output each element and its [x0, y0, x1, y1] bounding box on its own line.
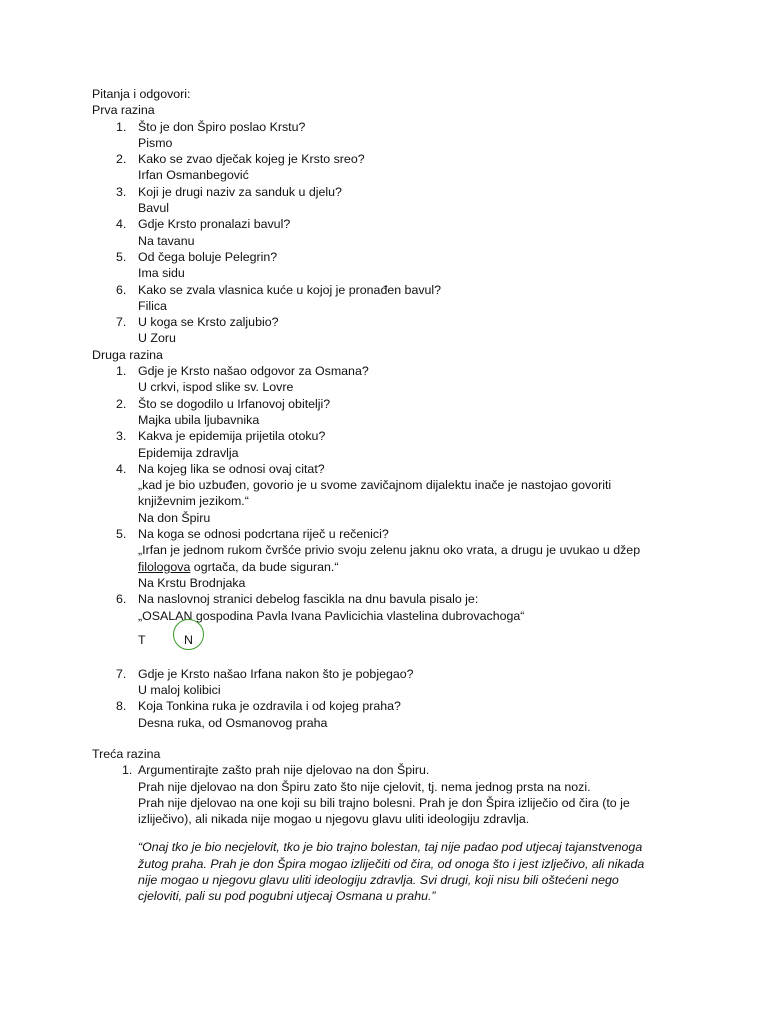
question: Kakva je epidemija prijetila otoku? [138, 429, 326, 444]
question: Na kojeg lika se odnosi ovaj citat? [138, 461, 325, 476]
question: Što se dogodilo u Irfanovoj obitelji? [138, 396, 331, 411]
item-number: 7. [116, 666, 127, 681]
option-true: T [138, 632, 146, 647]
option-false: N [184, 632, 193, 647]
quote-line: „kad je bio uzbuđen, govorio je u svome zavičajnom dijalektu inače je nastojao govoriti [138, 478, 612, 493]
document-heading: Pitanja i odgovori: [92, 87, 191, 101]
list-item [92, 119, 692, 152]
quote-line [138, 559, 692, 575]
item-number: 5. [116, 249, 127, 264]
level3-question [122, 762, 692, 778]
item-number: 1. [116, 119, 127, 134]
list-item [92, 591, 692, 624]
question: Što je don Špiro poslao Krstu? [138, 119, 306, 134]
spacer [138, 827, 692, 839]
answer-paragraph-1: Prah nije djelovao na don Špiru zato što nije cjelovit, tj. nema jednog prsta na nozi. [138, 779, 591, 794]
level1-list [92, 119, 692, 347]
question: Gdje je Krsto našao Irfana nakon što je pobjegao? [138, 666, 414, 681]
item-number: 3. [116, 429, 127, 444]
level3-section [92, 762, 692, 904]
list-item [92, 249, 692, 282]
answer: Pismo [138, 135, 173, 150]
list-item [92, 461, 692, 526]
item-number: 1. [116, 364, 127, 379]
list-item [92, 314, 692, 347]
answer: U crkvi, ispod slike sv. Lovre [138, 380, 294, 395]
question: U koga se Krsto zaljubio? [138, 315, 279, 330]
answer: Irfan Osmanbegović [138, 168, 249, 183]
list-item [92, 428, 692, 461]
spacer [92, 731, 692, 746]
question: Gdje je Krsto našao odgovor za Osmana? [138, 364, 369, 379]
list-item [92, 363, 692, 396]
answer: Na Krstu Brodnjaka [138, 575, 246, 590]
list-item [92, 216, 692, 249]
list-item [92, 151, 692, 184]
answer-paragraph-2-line2: izliječivo), ali nikada nije mogao u njegovu glavu uliti ideologiju zdravlja. [138, 812, 530, 827]
question: Kako se zvala vlasnica kuće u kojoj je pronađen bavul? [138, 282, 442, 297]
item-number: 7. [116, 315, 127, 330]
document-page [92, 86, 692, 905]
answer: Na don Špiru [138, 510, 211, 525]
item-number: 6. [116, 282, 127, 297]
item-number: 4. [116, 217, 127, 232]
underlined-word: filologova [138, 559, 191, 574]
level3-title: Treća razina [92, 746, 161, 761]
level2-list-continued [92, 666, 692, 731]
item-number: 2. [116, 152, 127, 167]
answer: U Zoru [138, 331, 176, 346]
level2-title: Druga razina [92, 347, 163, 362]
answer-paragraph-2-line1: Prah nije djelovao na one koji su bili trajno bolesni. Prah je don Špira izliječio od čira (to je [138, 795, 630, 810]
question: Kako se zvao dječak kojeg je Krsto sreo? [138, 152, 365, 167]
list-item [92, 396, 692, 429]
level2-list [92, 363, 692, 624]
question: Gdje Krsto pronalazi bavul? [138, 217, 291, 232]
list-item [92, 526, 692, 591]
question: Na naslovnoj stranici debelog fascikla na dnu bavula pisalo je: [138, 592, 479, 607]
list-item [92, 698, 692, 731]
item-number: 4. [116, 461, 127, 476]
answer: U maloj kolibici [138, 683, 221, 698]
answer: Ima sidu [138, 266, 185, 281]
citation-line: cjeloviti, pali su pod pogubni utjecaj Osmana u prahu.” [138, 889, 436, 904]
question: Koji je drugi naziv za sanduk u djelu? [138, 184, 342, 199]
quote-rest: ogrtača, da bude siguran.“ [190, 559, 339, 574]
item-number: 2. [116, 396, 127, 411]
answer: Na tavanu [138, 233, 195, 248]
question: Na koga se odnosi podcrtana riječ u rečenici? [138, 527, 389, 542]
answer: Filica [138, 298, 167, 313]
answer: Epidemija zdravlja [138, 445, 239, 460]
citation-line: nije mogao u njegovu glavu uliti ideologiju zdravlja. Svi drugi, koji nisu bili oštećeni nego [138, 873, 619, 888]
list-item [92, 282, 692, 315]
citation-line: žutog praha. Prah je don Špira mogao izliječiti od čira, od onoga što i jest izlječivo, ali nikada [138, 856, 645, 871]
answer: Bavul [138, 201, 169, 216]
item-number: 1. [122, 763, 133, 778]
list-item [92, 184, 692, 217]
question: Od čega boluje Pelegrin? [138, 249, 278, 264]
level1-title: Prva razina [92, 103, 155, 118]
quote-line: „OSALAN gospodina Pavla Ivana Pavlicichia vlastelina dubrovachoga“ [138, 608, 525, 623]
citation-line: “Onaj tko je bio necjelovit, tko je bio trajno bolestan, taj nije padao pod utjecaj tajanstvenoga [138, 840, 643, 855]
answer: Desna ruka, od Osmanovog praha [138, 715, 328, 730]
item-number: 8. [116, 699, 127, 714]
list-item [92, 666, 692, 699]
question: Koja Tonkina ruka je ozdravila i od kojeg praha? [138, 699, 401, 714]
item-number: 6. [116, 592, 127, 607]
quote-line: „Irfan je jednom rukom čvršće privio svoju zelenu jaknu oko vrata, a drugu je uvukao u džep [138, 543, 641, 558]
answer: Majka ubila ljubavnika [138, 412, 260, 427]
item-number: 5. [116, 527, 127, 542]
item-number: 3. [116, 184, 127, 199]
question-text: Argumentirajte zašto prah nije djelovao na don Špiru. [138, 763, 430, 778]
quote-line: književnim jezikom.“ [138, 494, 249, 509]
true-false-options [92, 624, 692, 666]
